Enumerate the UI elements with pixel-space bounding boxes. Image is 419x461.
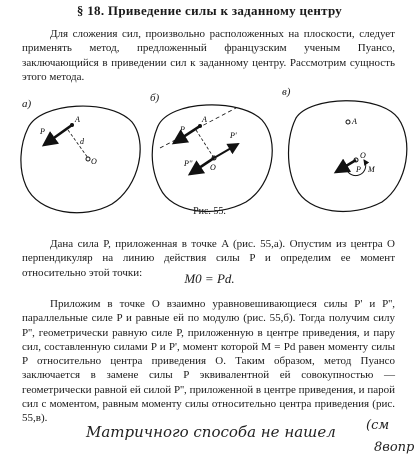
perpendicular-b [196, 130, 214, 158]
perpendicular-d-a [68, 130, 88, 158]
label-p-b: P [180, 125, 185, 134]
subfigure-label-a: а) [22, 98, 32, 110]
label-d-a: d [80, 137, 84, 146]
body-outline-a [21, 106, 140, 213]
force-p-arrow-b [174, 126, 200, 143]
intro-paragraph: Для сложения сил, произвольно расположенных на плоскости, следует применять метод, предложенный французским ученым Пуансо, заключающийся в приведении сил к заданному центру. Рассмотрим сущность этого метода. [22, 28, 395, 83]
force-p-arrow-a [44, 125, 72, 145]
label-o-b: O [210, 163, 216, 172]
label-a-c: A [352, 117, 357, 126]
label-p1-b: P' [230, 131, 237, 140]
label-p-a: P [40, 127, 45, 136]
moment-formula: M0 = Pd. [184, 271, 235, 286]
figure-caption: Рис. 55. [193, 206, 226, 217]
label-a-a: A [75, 115, 80, 124]
label-p-c: P [356, 165, 361, 174]
paragraph-poinsot-method: Приложим в точке O взаимно уравновешивающиеся силы P' и P'', параллельные силе P и равные ей по модулю (рис. 55,б). Тогда получим силу P'', геометрически равную силе P, приложенную в центре приведения, и пару сил, составленную силами P и P', момент которой M = Pd равен моменту силы P относительно центра приведения O. Таким образом, метод Пуансо заключается в замене силы P эквивалентной ей совокупностью — геометрически равной ей силой P'', приложенной в центре приведения, и парой сил с моментом, равным моменту силы относительно центра приведения (рис. 55,в). [22, 298, 395, 425]
body-outline-c [289, 101, 407, 212]
label-m-c: M [368, 165, 375, 174]
force-p1-arrow-b [214, 144, 238, 158]
figure-55 [0, 88, 419, 223]
handwritten-side-note-2: 8вопр [374, 440, 415, 455]
subfigure-label-c: в) [282, 86, 291, 98]
label-a-b: A [202, 115, 207, 124]
subfigure-label-b: б) [150, 92, 160, 104]
point-a-b [198, 124, 202, 128]
label-p2-b: P'' [184, 159, 193, 168]
paragraph-given-force: Дана сила P, приложенная в точке A (рис. 55,а). Опустим из центра O перпендикуляр на линию действия силы P и определим ее момент относительно этой точки: [22, 238, 395, 279]
point-a-c [346, 120, 350, 124]
handwritten-side-note-1: (см [366, 418, 390, 433]
figure-drawing [0, 88, 419, 223]
force-p-arrow-c [336, 160, 356, 172]
point-a-a [70, 123, 74, 127]
label-o-a: O [91, 157, 97, 166]
label-o-c: O [360, 151, 366, 160]
point-o-a [86, 157, 90, 161]
section-heading: § 18. Приведение силы к заданному центру [76, 3, 343, 18]
handwritten-note: Матричного способа не нашел [86, 423, 336, 441]
